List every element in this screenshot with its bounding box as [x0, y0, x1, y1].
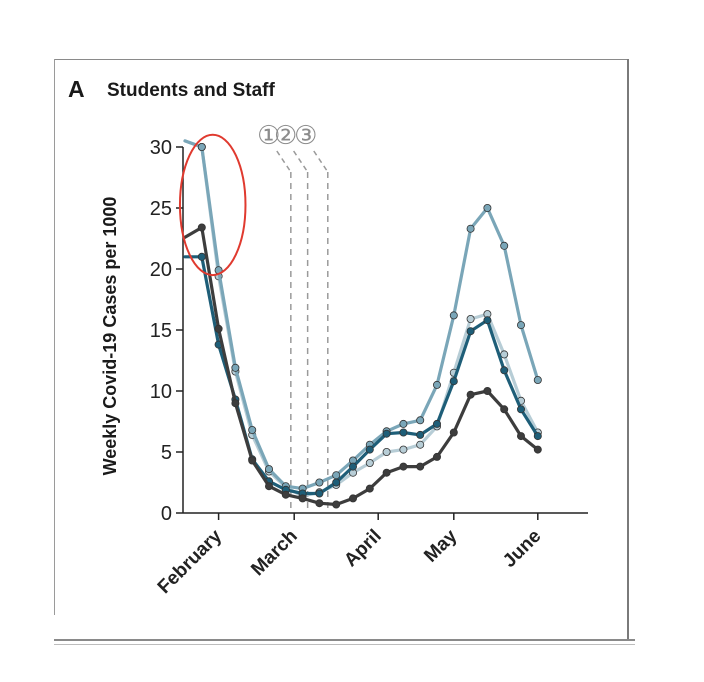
series-2-point [450, 378, 457, 385]
x-tick-label: May [420, 525, 462, 567]
series-2-point [433, 420, 440, 427]
series-4-point [501, 242, 508, 249]
series-1-point [333, 501, 340, 508]
series-3-point [501, 351, 508, 358]
y-tick-label: 15 [149, 320, 172, 342]
series-1-point [282, 491, 289, 498]
x-tick-label: February [153, 525, 227, 599]
series-1-point [433, 453, 440, 460]
series-4-point [249, 426, 256, 433]
y-axis-label: Weekly Covid-19 Cases per 1000 [100, 196, 120, 476]
series-2-point [501, 367, 508, 374]
series-4-point [400, 420, 407, 427]
marker-connector-2 [294, 151, 308, 172]
series-4-point [265, 466, 272, 473]
series-1-point [265, 483, 272, 490]
series-2-point [467, 328, 474, 335]
series-1-point [383, 469, 390, 476]
series-2-point [198, 253, 205, 260]
series-4-point [484, 204, 491, 211]
marker-connector-3 [314, 151, 328, 172]
series-1-point [249, 457, 256, 464]
series-2-point [333, 479, 340, 486]
series-4-point [316, 479, 323, 486]
series-1-point [501, 406, 508, 413]
series-3-point [366, 459, 373, 466]
series-2-point [484, 317, 491, 324]
y-tick-label: 20 [149, 259, 172, 281]
y-tick-label: 0 [160, 503, 172, 525]
series-3-point [383, 448, 390, 455]
series-1-point [349, 495, 356, 502]
series-2-point [366, 446, 373, 453]
x-tick-label: June [499, 525, 546, 572]
series-1-point [467, 391, 474, 398]
series-1-point [400, 463, 407, 470]
series-2-point [349, 463, 356, 470]
series-2-point [400, 429, 407, 436]
series-2-point [316, 490, 323, 497]
highlight-ellipse [180, 135, 246, 275]
series-4-point [333, 472, 340, 479]
x-tick-label: March [247, 525, 302, 581]
x-tick-label: April [340, 525, 386, 572]
y-tick-label: 30 [149, 137, 172, 159]
series-4-point [467, 225, 474, 232]
series-1-point [232, 400, 239, 407]
series-4-point [534, 376, 541, 383]
y-tick-label: 5 [160, 442, 172, 464]
marker-label-3: ③ [294, 121, 318, 151]
series-1-point [316, 500, 323, 507]
series-4-point [232, 364, 239, 371]
series-1-point [484, 387, 491, 394]
series-4-point [433, 381, 440, 388]
series-1-point [198, 224, 205, 231]
series-2-point [534, 433, 541, 440]
series-3-point [400, 446, 407, 453]
series-1-point [417, 463, 424, 470]
series-2-point [383, 430, 390, 437]
series-4-point [198, 143, 205, 150]
series-1-point [366, 485, 373, 492]
series-2-point [517, 406, 524, 413]
series-1-point [534, 446, 541, 453]
y-tick-label: 10 [149, 381, 172, 403]
panel-title: Students and Staff [107, 80, 275, 101]
series-4-point [417, 417, 424, 424]
marker-connector-1 [277, 151, 291, 172]
series-3-point [417, 441, 424, 448]
series-4-point [517, 322, 524, 329]
series-1-point [299, 495, 306, 502]
series-1-point [450, 429, 457, 436]
marker-label-2: ② [273, 121, 298, 151]
series-1-point [517, 433, 524, 440]
series-3-point [467, 315, 474, 322]
series-1-point [215, 325, 222, 332]
marker-label-1: ① [257, 121, 281, 151]
series-2-point [417, 431, 424, 438]
panel-letter: A [68, 76, 85, 102]
y-tick-label: 25 [149, 198, 172, 220]
series-4-point [450, 312, 457, 319]
